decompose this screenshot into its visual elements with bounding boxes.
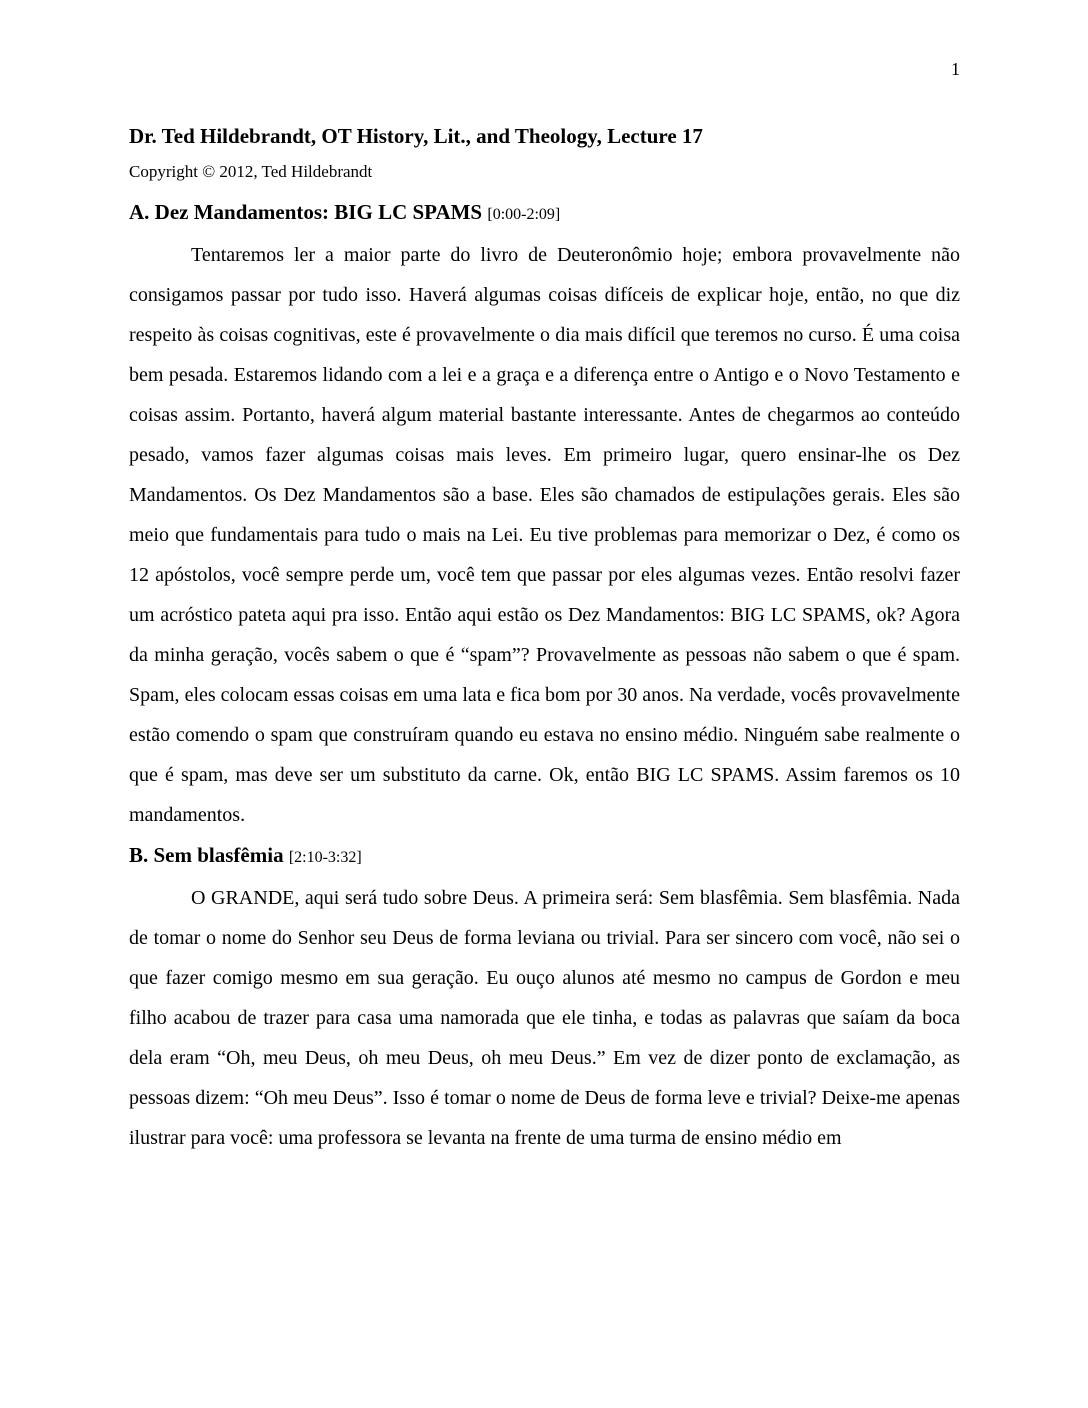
page-title: Dr. Ted Hildebrandt, OT History, Lit., and Theology, Lecture 17 — [129, 124, 703, 148]
section-a-body: Tentaremos ler a maior parte do livro de Deuteronômio hoje; embora provavelmente não consigamos passar por tudo isso. Haverá algumas coisas difíceis de explicar hoje, então, no que diz respeito às coisas cognitivas, este é provavelmente o dia mais difícil que teremos no curso. É uma coisa bem pesada. Estaremos lidando com a lei e a graça e a diferença entre o Antigo e o Novo Testamento e coisas assim. Portanto, haverá algum material bastante interessante. Antes de chegarmos ao conteúdo pesado, vamos fazer algumas coisas mais leves. Em primeiro lugar, quero ensinar-lhe os Dez Mandamentos. Os Dez Mandamentos são a base. Eles são chamados de estipulações gerais. Eles são meio que fundamentais para tudo o mais na Lei. Eu tive problemas para memorizar o Dez, é como os 12 apóstolos, você sempre perde um, você tem que passar por eles algumas vezes. Então resolvi fazer um acróstico pateta aqui pra isso. Então aqui estão os Dez Mandamentos: BIG LC SPAMS, ok? Agora da minha geração, vocês sabem o que é “spam”? Provavelmente as pessoas não sabem o que é spam. Spam, eles colocam essas coisas em uma lata e fica bom por 30 anos. Na verdade, vocês provavelmente estão comendo o spam que construíram quando eu estava no ensino médio. Ninguém sabe realmente o que é spam, mas deve ser um substituto da carne. Ok, então BIG LC SPAMS. Assim faremos os 10 mandamentos. — [129, 243, 960, 826]
section-b-timestamp: [2:10-3:32] — [288, 848, 362, 866]
section-b-heading-text: B. Sem blasfêmia — [129, 842, 284, 867]
section-a-heading — [129, 192, 960, 235]
section-b-body: O GRANDE, aqui será tudo sobre Deus. A primeira será: Sem blasfêmia. Sem blasfêmia. Nada de tomar o nome do Senhor seu Deus de forma leviana ou trivial. Para ser sincero com você, não sei o que fazer comigo mesmo em sua geração. Eu ouço alunos até mesmo no campus de Gordon e meu filho acabou de trazer para casa uma namorada que ele tinha, e todas as palavras que saíam da boca dela eram “Oh, meu Deus, oh meu Deus, oh meu Deus.” Em vez de dizer ponto de exclamação, as pessoas dizem: “Oh meu Deus”. Isso é tomar o nome de Deus de forma leve e trivial? Deixe-me apenas ilustrar para você: uma professora se levanta na frente de uma turma de ensino médio em — [129, 886, 960, 1149]
copyright-line: Copyright © 2012, Ted Hildebrandt — [129, 162, 373, 182]
page-content — [129, 124, 960, 1158]
section-b-heading — [129, 835, 960, 878]
page-number: 1 — [951, 59, 960, 79]
section-a-timestamp: [0:00-2:09] — [487, 205, 561, 223]
section-a-heading-text: A. Dez Mandamentos: BIG LC SPAMS — [129, 199, 483, 224]
